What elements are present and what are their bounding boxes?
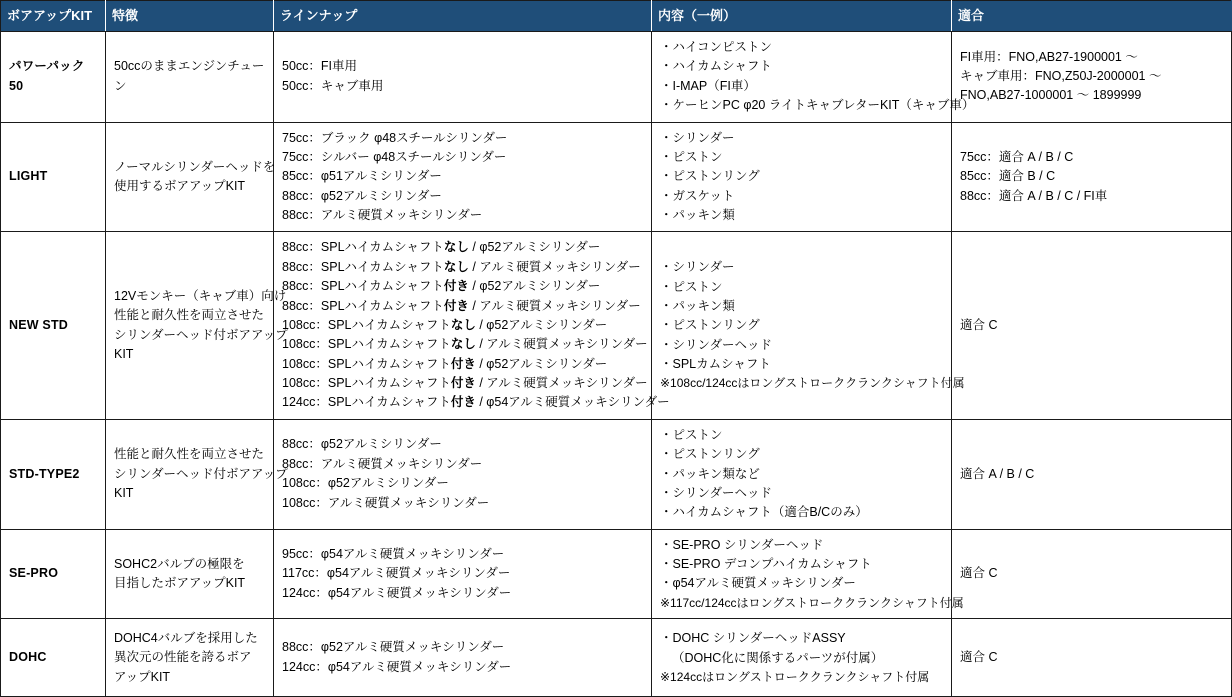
- content-note: ※124ccはロングストローククランクシャフト付属: [660, 669, 930, 684]
- lineup-line: 108cc：SPLハイカムシャフトなし / アルミ硬質メッキシリンダー: [282, 337, 648, 352]
- fit-line: FI車用：FNO,AB27-1900001 ～: [960, 49, 1138, 64]
- content-line: ・ガスケット: [660, 188, 735, 203]
- content-note: ※117cc/124ccはロングストローククランクシャフト付属: [660, 595, 964, 610]
- kit-fit: [952, 122, 1232, 232]
- kit-fit: [952, 419, 1232, 529]
- feature-line: SOHC2バルブの極限を: [114, 556, 245, 571]
- fit-line: 88cc：適合 A / B / C / FI車: [960, 188, 1108, 203]
- kit-name: パワーパック50: [1, 32, 106, 123]
- lineup-line: 88cc：SPLハイカムシャフトなし / φ52アルミシリンダー: [282, 240, 601, 255]
- lineup-line: 88cc：アルミ硬質メッキシリンダー: [282, 208, 483, 222]
- content-line: ・シリンダー: [660, 260, 735, 275]
- kit-lineup: [274, 619, 652, 697]
- kit-lineup: [274, 529, 652, 619]
- fit-line: キャブ車用：FNO,Z50J-2000001 ～: [960, 69, 1162, 84]
- feature-line: 目指したボアアップKIT: [114, 575, 246, 590]
- kit-name: LIGHT: [1, 122, 106, 232]
- feature-line: シリンダーヘッド付ボアアップ: [114, 327, 288, 342]
- content-line: ・ピストン: [660, 427, 723, 442]
- table-row: [1, 529, 1232, 619]
- kit-feature: [106, 619, 274, 697]
- content-line: ・I-MAP（FI車）: [660, 78, 756, 93]
- feature-line: 異次元の性能を誇るボア: [114, 650, 252, 665]
- kit-content: [652, 419, 952, 529]
- lineup-line: 108cc：アルミ硬質メッキシリンダー: [282, 495, 490, 510]
- lineup-line: 75cc：ブラック φ48スチールシリンダー: [282, 130, 508, 145]
- kit-lineup: [274, 32, 652, 123]
- lineup-line: 108cc：φ52アルミシリンダー: [282, 476, 449, 491]
- content-line: ・パッキン類: [660, 208, 735, 222]
- content-line: ・ピストンリング: [660, 318, 760, 333]
- kit-content: [652, 32, 975, 123]
- fit-line: 適合 C: [960, 317, 998, 332]
- kit-name: NEW STD: [1, 232, 106, 419]
- kit-feature: [106, 529, 274, 619]
- lineup-line: 108cc：SPLハイカムシャフト付き / φ52アルミシリンダー: [282, 356, 608, 371]
- content-line: ・シリンダー: [660, 130, 735, 145]
- kit-feature: [106, 419, 288, 529]
- lineup-line: 88cc：φ52アルミシリンダー: [282, 437, 442, 452]
- content-note: ※108cc/124ccはロングストローククランクシャフト付属: [660, 376, 965, 391]
- lineup-line: 108cc：SPLハイカムシャフトなし / φ52アルミシリンダー: [282, 317, 608, 332]
- fit-line: 75cc：適合 A / B / C: [960, 149, 1074, 164]
- fit-line: FNO,AB27-1000001 ～ 1899999: [960, 88, 1142, 103]
- kit-lineup: [274, 419, 652, 529]
- content-line: ・ピストン: [660, 149, 723, 164]
- lineup-line: 124cc：φ54アルミ硬質メッキシリンダー: [282, 585, 512, 600]
- table-row: [1, 232, 1232, 419]
- lineup-line: 117cc：φ54アルミ硬質メッキシリンダー: [282, 566, 511, 581]
- lineup-line: 88cc：SPLハイカムシャフト付き / アルミ硬質メッキシリンダー: [282, 298, 641, 313]
- content-line: ・ピストン: [660, 279, 723, 294]
- lineup-line: 85cc：φ51アルミシリンダー: [282, 169, 442, 184]
- table-body: [1, 32, 1232, 697]
- column-header-lineup: ラインナップ: [274, 1, 652, 32]
- content-line: ・シリンダーヘッド: [660, 337, 773, 352]
- column-header-feature: 特徴: [106, 1, 274, 32]
- feature-line: ノーマルシリンダーヘッドを: [114, 159, 276, 174]
- feature-line: アップKIT: [114, 669, 171, 684]
- feature-line: 50ccのままエンジンチューン: [114, 59, 265, 93]
- lineup-line: 124cc：φ54アルミ硬質メッキシリンダー: [282, 659, 512, 674]
- lineup-line: 95cc：φ54アルミ硬質メッキシリンダー: [282, 546, 505, 561]
- kit-lineup: [274, 122, 652, 232]
- kit-content: [652, 619, 952, 697]
- lineup-line: 75cc：シルバー φ48スチールシリンダー: [282, 149, 507, 164]
- content-line: ・SE-PRO シリンダーヘッド: [660, 537, 824, 552]
- lineup-line: 88cc：φ52アルミ硬質メッキシリンダー: [282, 640, 505, 655]
- column-header-kit: ボアアップKIT: [1, 1, 106, 32]
- content-line: ・ピストンリング: [660, 447, 760, 462]
- kit-name: SE-PRO: [1, 529, 106, 619]
- kit-name: STD-TYPE2: [1, 419, 106, 529]
- column-header-content: 内容（一例）: [652, 1, 952, 32]
- kit-content: [652, 122, 952, 232]
- kit-lineup: [274, 232, 670, 419]
- content-line: ・ケーヒンPC φ20 ライトキャブレターKIT（キャブ車）: [660, 98, 975, 113]
- feature-line: シリンダーヘッド付ボアアップ: [114, 466, 288, 481]
- fit-line: 適合 A / B / C: [960, 466, 1035, 481]
- kit-feature: [106, 122, 274, 232]
- content-line: ・ハイカムシャフト（適合B/Cのみ）: [660, 505, 868, 520]
- content-line: ・φ54アルミ硬質メッキシリンダー: [660, 576, 856, 591]
- content-line: ・ピストンリング: [660, 169, 760, 184]
- content-line: ・DOHC シリンダーヘッドASSY: [660, 631, 846, 646]
- feature-line: KIT: [114, 485, 134, 500]
- feature-line: DOHC4バルブを採用した: [114, 630, 258, 645]
- column-header-fit: 適合: [952, 1, 1232, 32]
- kit-fit: [952, 619, 1232, 697]
- kit-name: DOHC: [1, 619, 106, 697]
- lineup-line: 88cc：φ52アルミシリンダー: [282, 188, 442, 203]
- kit-content: [652, 529, 964, 619]
- lineup-line: 124cc：SPLハイカムシャフト付き / φ54アルミ硬質メッキシリンダー: [282, 395, 670, 410]
- kit-feature: [106, 32, 274, 123]
- lineup-line: 50cc：キャブ車用: [282, 78, 384, 93]
- lineup-line: 50cc：FI車用: [282, 59, 358, 74]
- content-subline: （DOHC化に関係するパーツが付属）: [672, 650, 884, 665]
- kit-fit: [952, 32, 1232, 123]
- content-line: ・ハイカムシャフト: [660, 59, 772, 74]
- feature-line: KIT: [114, 346, 134, 361]
- content-line: ・ハイコンピストン: [660, 40, 773, 54]
- content-line: ・パッキン類: [660, 298, 735, 313]
- fit-line: 適合 C: [960, 566, 998, 581]
- feature-line: 性能と耐久性を両立させた: [114, 308, 265, 323]
- table-row: [1, 419, 1232, 529]
- fit-line: 85cc：適合 B / C: [960, 169, 1056, 184]
- feature-line: 性能と耐久性を両立させた: [114, 447, 265, 462]
- fit-line: 適合 C: [960, 650, 998, 665]
- table-header-row: [1, 1, 1232, 32]
- table-row: [1, 32, 1232, 123]
- kit-fit: [952, 232, 1232, 419]
- kit-feature: [106, 232, 288, 419]
- feature-line: 12Vモンキー（キャブ車）向け: [114, 288, 287, 303]
- lineup-line: 108cc：SPLハイカムシャフト付き / アルミ硬質メッキシリンダー: [282, 376, 648, 390]
- lineup-line: 88cc：SPLハイカムシャフト付き / φ52アルミシリンダー: [282, 279, 601, 294]
- content-line: ・シリンダーヘッド: [660, 485, 773, 500]
- content-line: ・SE-PRO デコンプハイカムシャフト: [660, 557, 872, 571]
- lineup-line: 88cc：SPLハイカムシャフトなし / アルミ硬質メッキシリンダー: [282, 259, 641, 274]
- table-row: [1, 122, 1232, 232]
- kit-content: [652, 232, 965, 419]
- content-line: ・SPLカムシャフト: [660, 357, 771, 372]
- kit-fit: [952, 529, 1232, 619]
- table-row: [1, 619, 1232, 697]
- content-line: ・パッキン類など: [660, 466, 760, 481]
- lineup-line: 88cc：アルミ硬質メッキシリンダー: [282, 456, 483, 471]
- feature-line: 使用するボアアップKIT: [114, 178, 246, 193]
